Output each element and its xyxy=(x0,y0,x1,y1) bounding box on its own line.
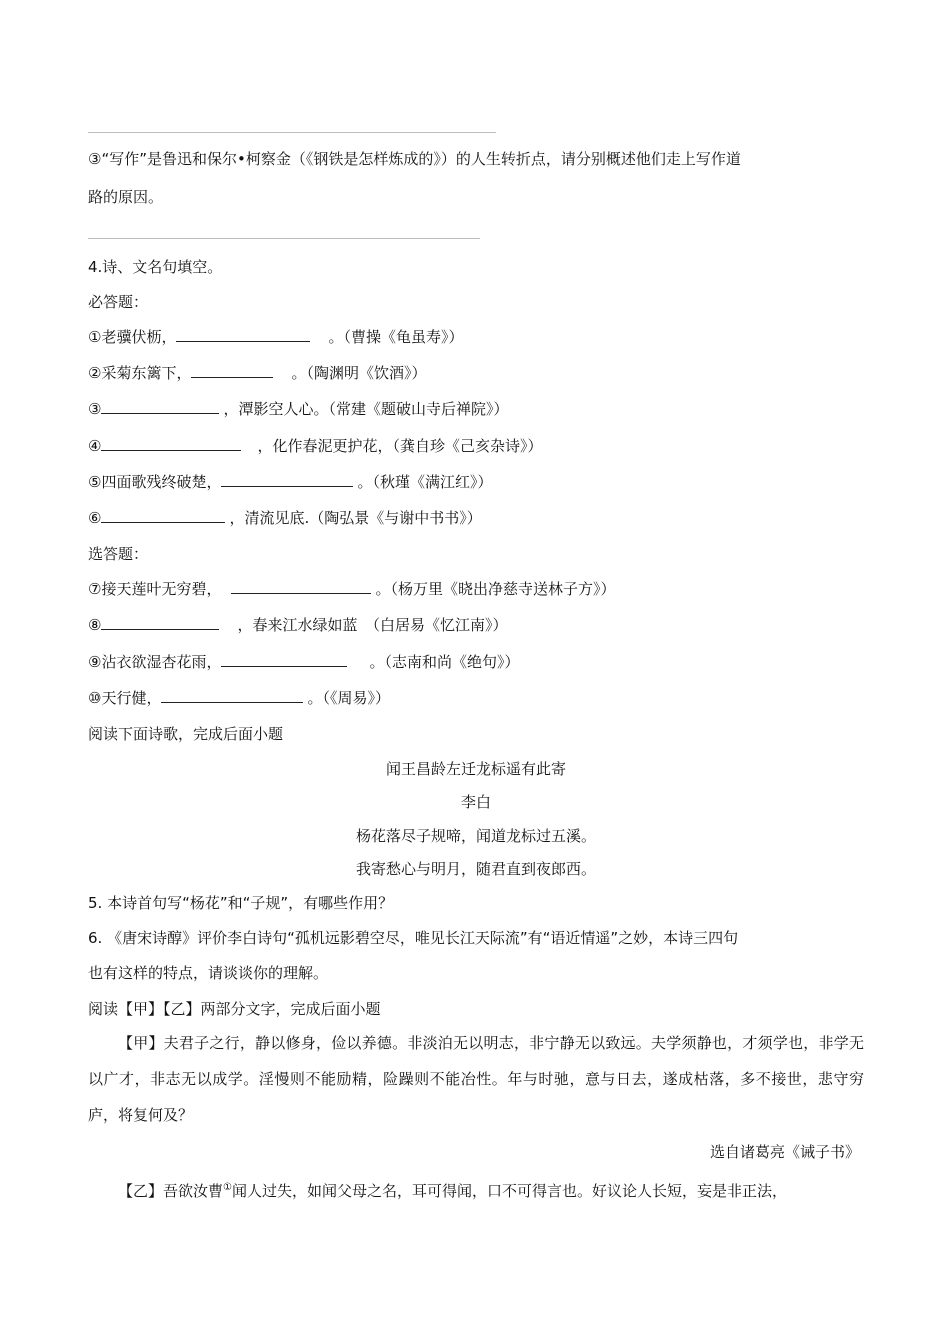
blank-line[interactable] xyxy=(101,614,219,630)
question-3-line-2: 路的原因。 xyxy=(88,188,164,206)
fill-item: ④ ，化作春泥更护花，（龚自珍《己亥杂诗》） xyxy=(88,437,543,455)
blank-line[interactable] xyxy=(221,651,347,667)
passage-yi: 【乙】吾欲汝曹①闻人过失，如闻父母之名，耳可得闻，口不可得言也。好议论人长短，妄是非正法， xyxy=(118,1182,787,1200)
question-6-line-2: 也有这样的特点，请谈谈你的理解。 xyxy=(88,964,329,982)
fill-item: ⑤四面歌残终破楚， 。（秋瑾《满江红》） xyxy=(88,473,493,491)
fill-item: ②采菊东篱下， 。（陶渊明《饮酒》） xyxy=(88,364,427,382)
required-label: 必答题： xyxy=(88,293,149,311)
fill-item: ⑦接天莲叶无穷碧， 。（杨万里《晓出净慈寺送林子方》） xyxy=(88,580,616,598)
poem-line: 我寄愁心与明月，随君直到夜郎西。 xyxy=(355,860,596,878)
fill-item: ①老骥伏枥， 。（曹操《龟虽寿》） xyxy=(88,328,464,346)
blank-line[interactable] xyxy=(191,362,273,378)
poem-intro: 阅读下面诗歌，完成后面小题 xyxy=(88,725,284,743)
answer-line xyxy=(88,238,480,239)
blank-line[interactable] xyxy=(101,507,225,523)
poem-author: 李白 xyxy=(460,793,491,811)
poem-title: 闻王昌龄左迁龙标遥有此寄 xyxy=(385,760,566,778)
question-3-line-1: ③“写作”是鲁迅和保尔•柯察金（《钢铁是怎样炼成的》）的人生转折点，请分别概述他们走上写作道 xyxy=(88,150,741,168)
blank-line[interactable] xyxy=(231,578,371,594)
passage-jia-source: 选自诸葛亮《诫子书》 xyxy=(709,1143,860,1161)
fill-item: ⑥ ，清流见底.（陶弘景《与谢中书书》） xyxy=(88,509,482,527)
fill-item: ⑨沾衣欲湿杏花雨， 。（志南和尚《绝句》） xyxy=(88,653,520,671)
reading-intro: 阅读【甲】【乙】两部分文字，完成后面小题 xyxy=(88,1000,381,1018)
blank-line[interactable] xyxy=(221,471,353,487)
blank-line[interactable] xyxy=(176,326,310,342)
answer-line xyxy=(88,132,496,133)
question-4-title: 4.诗、文名句填空。 xyxy=(88,258,223,276)
footnote-marker: ① xyxy=(223,1182,232,1193)
blank-line[interactable] xyxy=(101,398,219,414)
question-5: 5. 本诗首句写“杨花”和“子规”，有哪些作用？ xyxy=(88,894,394,912)
fill-item: ⑩天行健， 。（《周易》） xyxy=(88,689,390,707)
poem-line: 杨花落尽子规啼，闻道龙标过五溪。 xyxy=(355,827,596,845)
fill-item: ③ ，潭影空人心。（常建《题破山寺后禅院》） xyxy=(88,400,509,418)
question-6-line-1: 6. 《唐宋诗醇》评价李白诗句“孤机远影碧空尽，唯见长江天际流”有“语近情遥”之妙，本诗三四句 xyxy=(88,929,739,947)
blank-line[interactable] xyxy=(101,435,241,451)
passage-jia: 【甲】夫君子之行，静以修身，俭以养德。非淡泊无以明志，非宁静无以致远。夫学须静也，才须学也，非学无以广才，非志无以成学。淫慢则不能励精，险躁则不能冶性。年与时驰，意与日去，遂成枯落，多不接世，悲守穷庐，将复何及？ xyxy=(88,1034,864,1124)
blank-line[interactable] xyxy=(161,687,303,703)
optional-label: 选答题： xyxy=(88,545,149,563)
fill-item: ⑧ ，春来江水绿如蓝 （白居易《忆江南》） xyxy=(88,616,508,634)
